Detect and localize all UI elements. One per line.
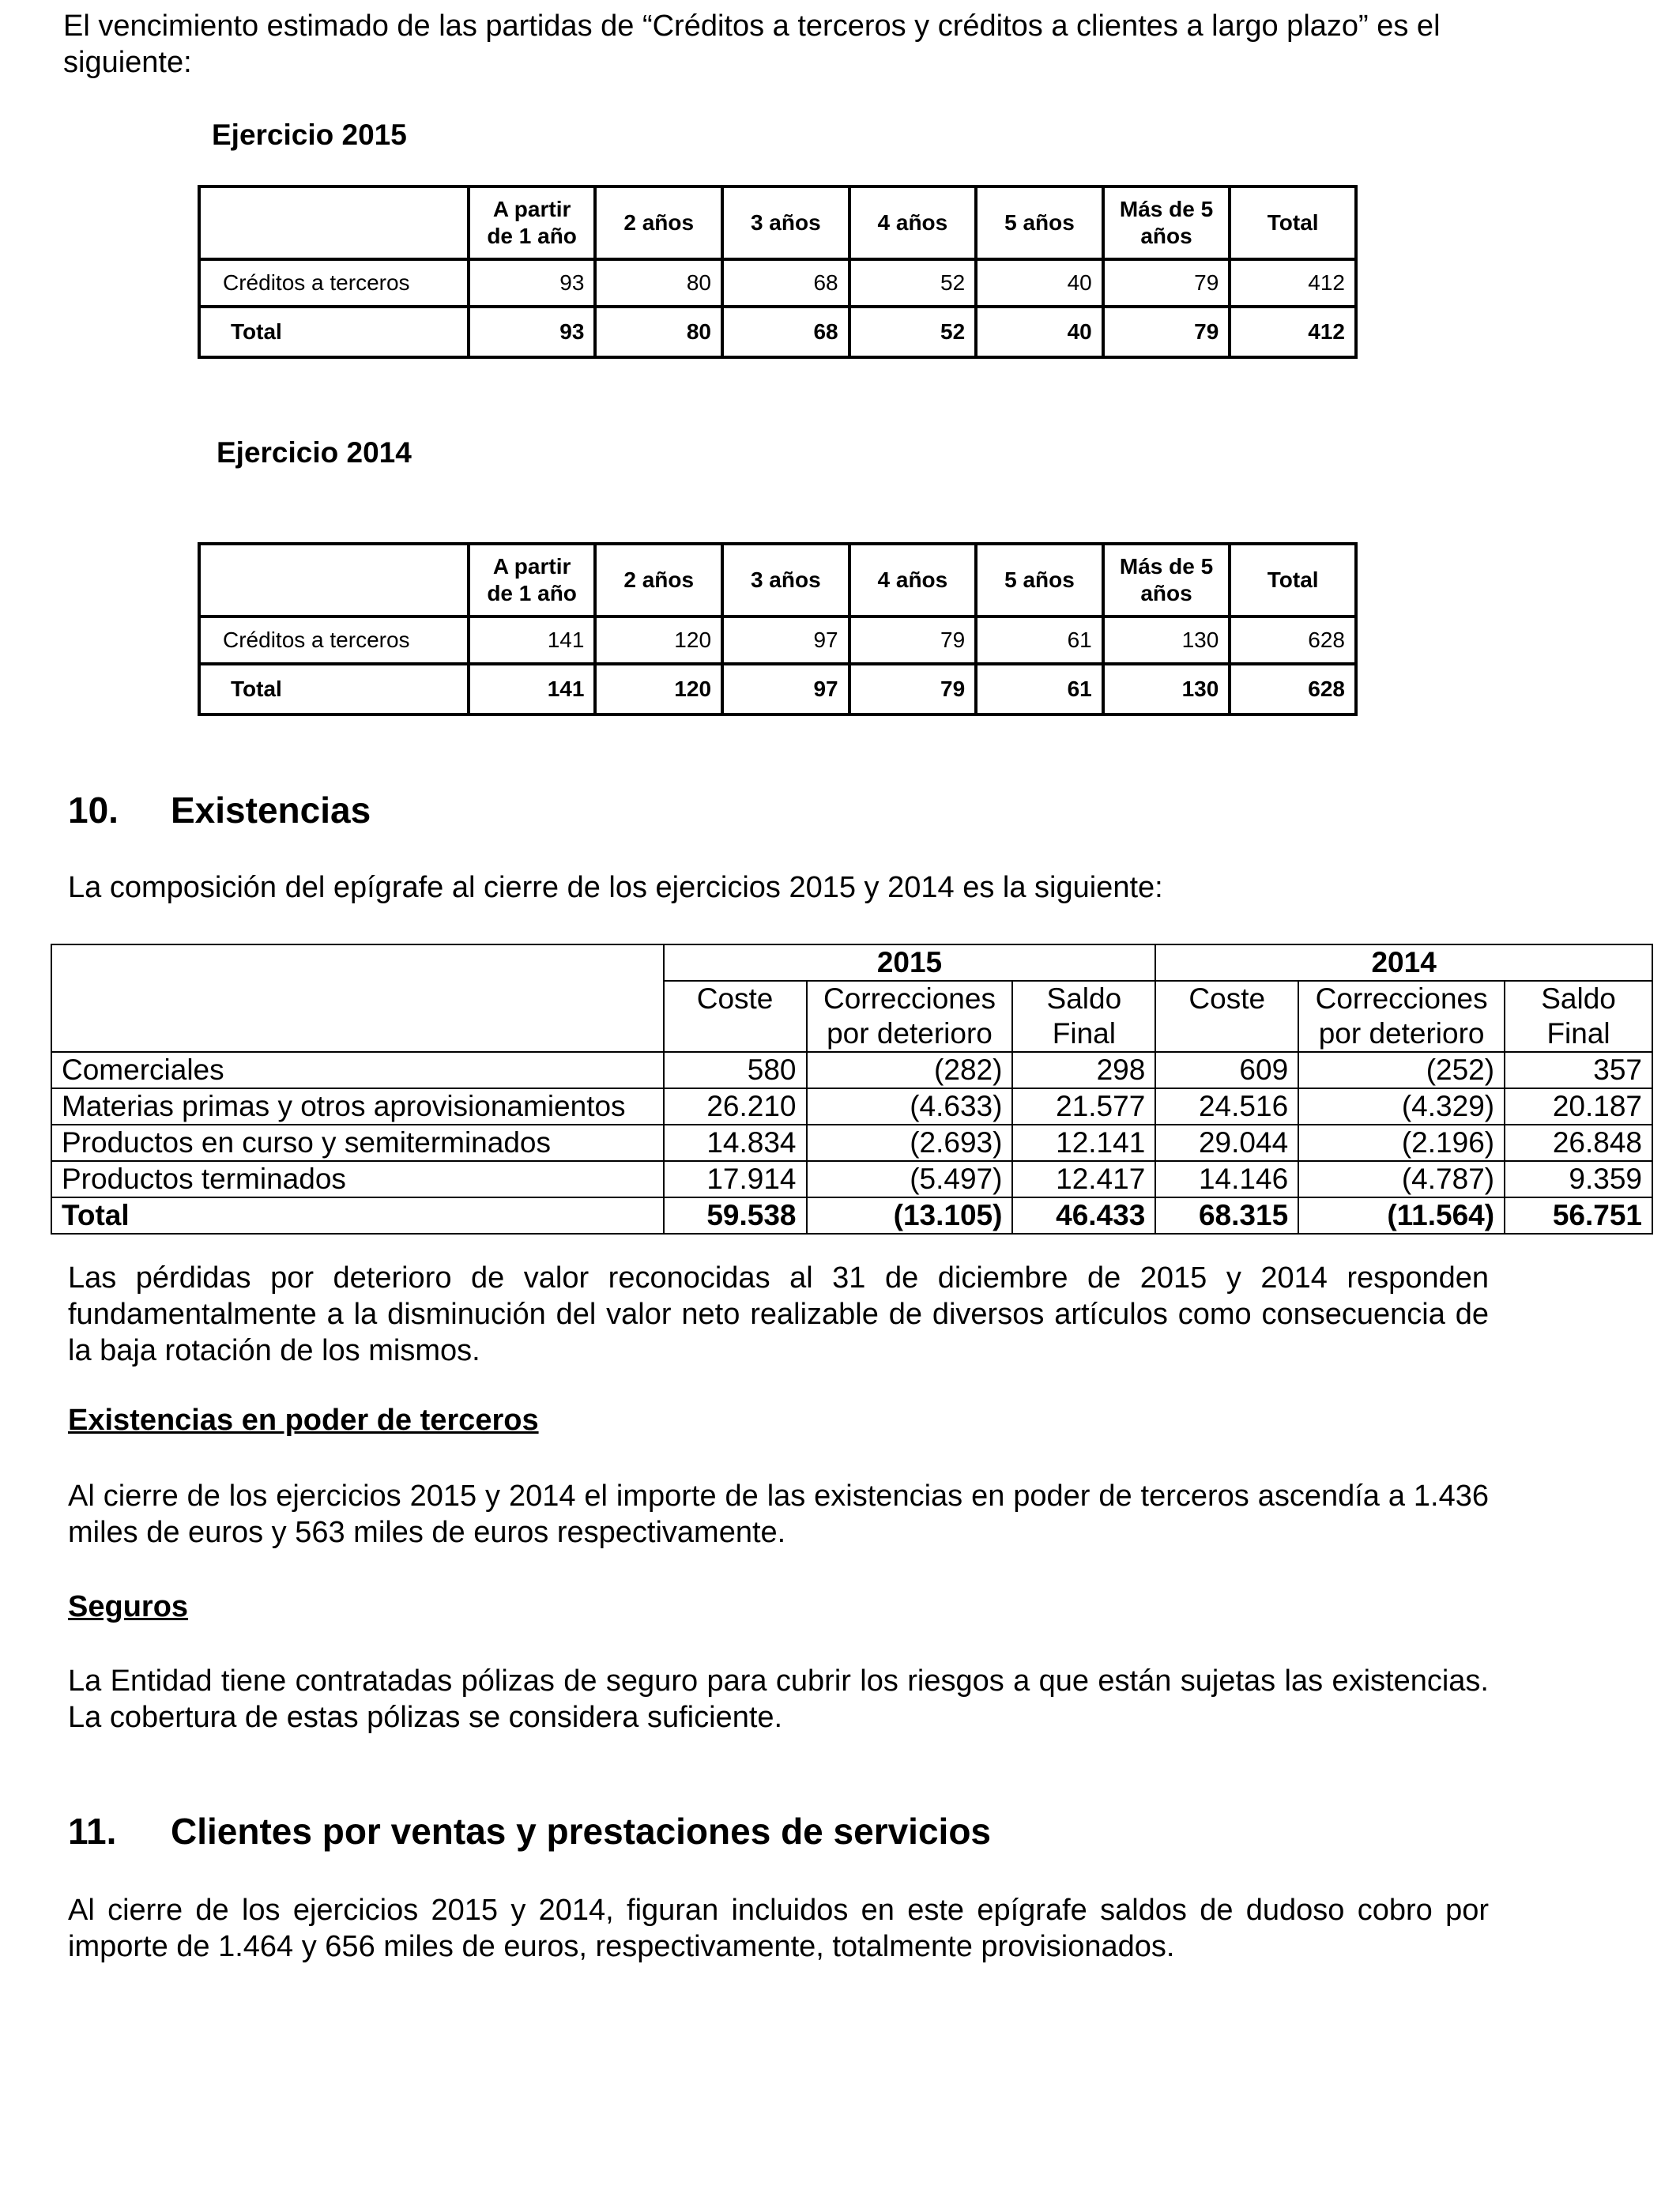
inventory-intro: La composición del epígrafe al cierre de los ejercicios 2015 y 2014 es la siguiente: <box>68 871 1163 904</box>
table-cell: (4.633) <box>807 1088 1013 1125</box>
table-cell: 12.141 <box>1012 1125 1155 1161</box>
table-cell: 26.210 <box>664 1088 807 1125</box>
header-cell: Total <box>1230 544 1356 616</box>
table-cell: 12.417 <box>1012 1161 1155 1197</box>
table-cell: 609 <box>1155 1052 1298 1088</box>
section-heading-10 <box>68 789 371 831</box>
table-cell: 79 <box>1103 307 1230 357</box>
table-total-row <box>199 307 1356 357</box>
table-cell: 68.315 <box>1155 1197 1298 1234</box>
table-cell: 628 <box>1230 616 1356 664</box>
header-cell: 2 años <box>595 544 722 616</box>
table-cell: 628 <box>1230 664 1356 714</box>
table-cell: 46.433 <box>1012 1197 1155 1234</box>
header-cell: Coste <box>1155 981 1298 1052</box>
row-label: Total <box>199 664 469 714</box>
section-title: Existencias <box>171 790 371 831</box>
row-label: Créditos a terceros <box>199 616 469 664</box>
table-cell: 68 <box>722 259 849 307</box>
table-cell: 79 <box>1103 259 1230 307</box>
table-total-row <box>51 1197 1652 1234</box>
header-cell: Correcciones por deterioro <box>807 981 1013 1052</box>
table-cell: (11.564) <box>1298 1197 1505 1234</box>
table-cell: 17.914 <box>664 1161 807 1197</box>
header-cell: Total <box>1230 187 1356 259</box>
table-cell: 14.146 <box>1155 1161 1298 1197</box>
table-cell: 80 <box>595 307 722 357</box>
section-title: Clientes por ventas y prestaciones de servicios <box>171 1811 992 1852</box>
table-cell: 130 <box>1103 664 1230 714</box>
table-cell: 14.834 <box>664 1125 807 1161</box>
table-cell: 97 <box>722 664 849 714</box>
header-empty-cell <box>199 544 469 616</box>
header-empty-cell <box>51 944 664 981</box>
table-total-row <box>199 664 1356 714</box>
table-cell: 130 <box>1103 616 1230 664</box>
table-cell: 40 <box>976 259 1103 307</box>
table-cell: 580 <box>664 1052 807 1088</box>
header-cell: A partir de 1 año <box>469 187 596 259</box>
third-party-paragraph: Al cierre de los ejercicios 2015 y 2014 el importe de las existencias en poder de terceros ascendía a 1.436 miles de euros y 563 miles de euros respectivamente. <box>68 1480 1489 1549</box>
table-cell: 412 <box>1230 259 1356 307</box>
table-cell: (2.196) <box>1298 1125 1505 1161</box>
year-header-row <box>51 944 1652 981</box>
header-cell: 3 años <box>722 544 849 616</box>
table-cell: 93 <box>469 259 596 307</box>
header-empty-cell <box>51 981 664 1052</box>
row-label: Créditos a terceros <box>199 259 469 307</box>
table-cell: 141 <box>469 664 596 714</box>
row-label: Productos terminados <box>51 1161 664 1197</box>
receivables-paragraph: Al cierre de los ejercicios 2015 y 2014, figuran incluidos en este epígrafe saldos de dudoso cobro por importe de 1.464 y 656 miles de euros, respectivamente, totalmente provisionados. <box>68 1894 1489 1963</box>
section-number: 11. <box>68 1811 117 1852</box>
table-cell: 79 <box>849 664 977 714</box>
table-cell: 29.044 <box>1155 1125 1298 1161</box>
table-cell: 93 <box>469 307 596 357</box>
table-cell: 26.848 <box>1505 1125 1652 1161</box>
table-cell: 40 <box>976 307 1103 357</box>
year-header-2014: 2014 <box>1155 944 1652 981</box>
table-row <box>51 1125 1652 1161</box>
table-cell: 52 <box>849 307 977 357</box>
table-cell: 357 <box>1505 1052 1652 1088</box>
section-heading-11 <box>68 1810 991 1853</box>
header-cell: A partir de 1 año <box>469 544 596 616</box>
table-cell: (252) <box>1298 1052 1505 1088</box>
header-cell: Más de 5 años <box>1103 544 1230 616</box>
insurance-paragraph: La Entidad tiene contratadas pólizas de seguro para cubrir los riesgos a que están sujetas las existencias. La cobertura de estas pólizas se considera suficiente. <box>68 1664 1489 1734</box>
maturity-table-2015 <box>198 185 1358 359</box>
row-label: Productos en curso y semiterminados <box>51 1125 664 1161</box>
impairment-paragraph: Las pérdidas por deterioro de valor reconocidas al 31 de diciembre de 2015 y 2014 responden fundamentalmente a la disminución del valor neto realizable de diversos artículos como consecuencia de la baja rotación de los mismos. <box>68 1261 1489 1367</box>
table-cell: 141 <box>469 616 596 664</box>
header-cell: 4 años <box>849 544 977 616</box>
table-cell: (282) <box>807 1052 1013 1088</box>
table-cell: (2.693) <box>807 1125 1013 1161</box>
table-cell: (5.497) <box>807 1161 1013 1197</box>
row-label: Comerciales <box>51 1052 664 1088</box>
table-cell: (4.329) <box>1298 1088 1505 1125</box>
table-cell: 9.359 <box>1505 1161 1652 1197</box>
row-label: Materias primas y otros aprovisionamientos <box>51 1088 664 1125</box>
table-cell: 56.751 <box>1505 1197 1652 1234</box>
section-number: 10. <box>68 790 119 831</box>
maturity-table-title-2014: Ejercicio 2014 <box>217 436 412 469</box>
table-cell: (4.787) <box>1298 1161 1505 1197</box>
header-cell: 5 años <box>976 187 1103 259</box>
table-cell: 24.516 <box>1155 1088 1298 1125</box>
header-cell: 2 años <box>595 187 722 259</box>
table-cell: 120 <box>595 664 722 714</box>
table-header-row <box>199 544 1356 616</box>
maturity-table-title-2015: Ejercicio 2015 <box>212 119 407 151</box>
header-cell: Saldo Final <box>1505 981 1652 1052</box>
table-row <box>199 616 1356 664</box>
table-cell: 80 <box>595 259 722 307</box>
insurance-heading: Seguros <box>68 1590 189 1623</box>
table-cell: 68 <box>722 307 849 357</box>
header-cell: 4 años <box>849 187 977 259</box>
table-header-row <box>199 187 1356 259</box>
header-empty-cell <box>199 187 469 259</box>
maturity-table-2014 <box>198 542 1358 716</box>
table-row <box>51 1052 1652 1088</box>
table-row <box>51 1161 1652 1197</box>
table-cell: 61 <box>976 664 1103 714</box>
header-cell: 5 años <box>976 544 1103 616</box>
table-row <box>199 259 1356 307</box>
header-cell: Correcciones por deterioro <box>1298 981 1505 1052</box>
row-label: Total <box>199 307 469 357</box>
header-cell: Más de 5 años <box>1103 187 1230 259</box>
table-cell: 298 <box>1012 1052 1155 1088</box>
table-cell: 97 <box>722 616 849 664</box>
header-cell: Saldo Final <box>1012 981 1155 1052</box>
maturity-intro: El vencimiento estimado de las partidas de “Créditos a terceros y créditos a clientes a largo plazo” es el siguiente: <box>63 9 1441 79</box>
table-cell: 59.538 <box>664 1197 807 1234</box>
table-cell: (13.105) <box>807 1197 1013 1234</box>
third-party-heading: Existencias en poder de terceros <box>68 1404 539 1437</box>
table-cell: 412 <box>1230 307 1356 357</box>
table-cell: 20.187 <box>1505 1088 1652 1125</box>
header-cell: Coste <box>664 981 807 1052</box>
table-cell: 79 <box>849 616 977 664</box>
row-label: Total <box>51 1197 664 1234</box>
table-row <box>51 1088 1652 1125</box>
year-header-2015: 2015 <box>664 944 1156 981</box>
inventory-table <box>51 944 1653 1235</box>
table-cell: 61 <box>976 616 1103 664</box>
column-header-row <box>51 981 1652 1052</box>
header-cell: 3 años <box>722 187 849 259</box>
table-cell: 120 <box>595 616 722 664</box>
table-cell: 21.577 <box>1012 1088 1155 1125</box>
table-cell: 52 <box>849 259 977 307</box>
